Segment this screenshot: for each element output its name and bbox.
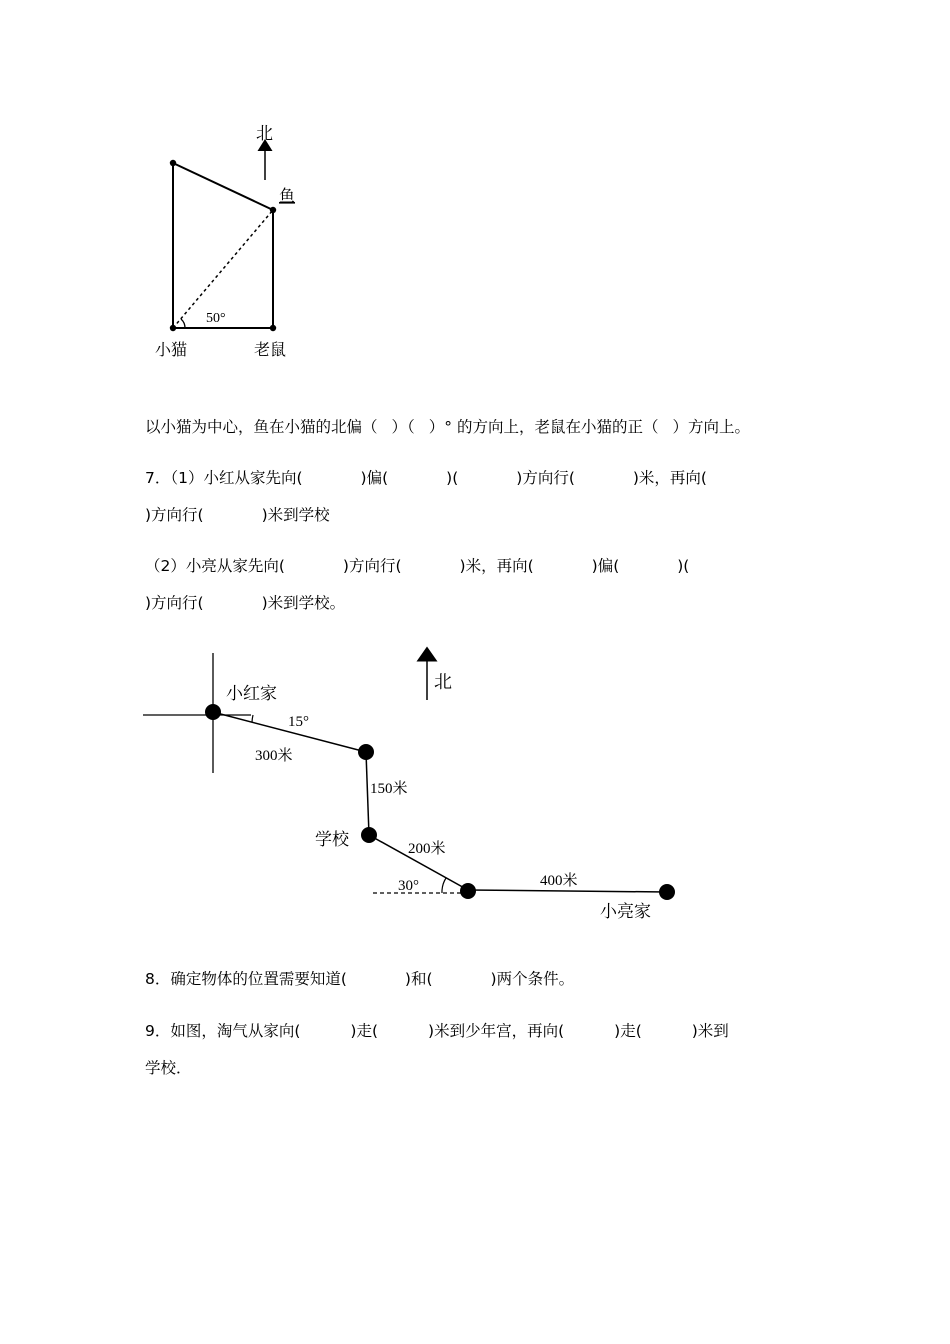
angle-30-arc (442, 878, 446, 893)
school-label: 学校 (315, 830, 349, 850)
distance-300-label: 300米 (255, 748, 293, 764)
q9-seg6: 学校． (145, 1059, 192, 1077)
angle-arc (181, 319, 185, 328)
q7-2-seg7: )米到学校。 (261, 594, 346, 612)
q7-number: 7． (145, 469, 171, 487)
q6-part-b: ）（ (391, 418, 415, 436)
route-corner-to-xiaoliang (468, 890, 667, 892)
question-6-text (145, 417, 750, 437)
distance-400-label: 400米 (540, 873, 578, 889)
q9-seg4: )走( (614, 1022, 642, 1040)
fish-point (270, 207, 276, 213)
cat-point (170, 325, 176, 331)
question-7-part1-line2 (145, 505, 330, 525)
q8-seg1: 8．确定物体的位置需要知道( (145, 970, 347, 988)
top-left-point (170, 160, 176, 166)
q7-1-seg1: （1）小红从家先向( (170, 469, 303, 487)
question-7-part2-line2 (145, 593, 345, 613)
question-9-line1 (145, 1021, 729, 1041)
xiaoliang-home-label: 小亮家 (600, 902, 651, 922)
turn-point (358, 744, 374, 760)
distance-150-label: 150米 (370, 781, 408, 797)
top-slant-edge (173, 163, 273, 210)
angle-30-label: 30° (398, 878, 419, 894)
q6-part-d: ）方向上。 (672, 418, 750, 436)
mouse-label: 老鼠 (254, 340, 287, 359)
q7-2-seg3: )米，再向( (459, 557, 534, 575)
route-turn-to-school (366, 752, 369, 835)
xiaohong-home-point (205, 704, 221, 720)
q7-1-seg2: )偏( (360, 469, 389, 487)
q7-1-seg6: )方向行( (145, 506, 204, 524)
q7-1-seg7: )米到学校 (261, 506, 330, 524)
xiaoliang-home-point (659, 884, 675, 900)
question-8-text (145, 969, 574, 989)
figure-cat-fish-mouse (140, 115, 320, 370)
q7-2-seg6: )方向行( (145, 594, 204, 612)
q9-seg5: )米到 (691, 1022, 729, 1040)
q7-1-seg5: )米，再向( (632, 469, 707, 487)
figure-route-map (140, 640, 700, 930)
q7-1-seg3: )( (446, 469, 459, 487)
angle-50-label: 50° (206, 311, 226, 326)
q6-part-a: 以小猫为中心，鱼在小猫的北偏（ (145, 418, 378, 436)
school-point (361, 827, 377, 843)
q7-2-seg1: （2）小亮从家先向( (145, 557, 285, 575)
q6-part-c: ）° 的方向上，老鼠在小猫的正（ (428, 418, 659, 436)
cat-label: 小猫 (155, 340, 188, 359)
q9-seg3: )米到少年宫，再向( (428, 1022, 565, 1040)
question-9-line2 (145, 1058, 192, 1078)
fish-label: 鱼 (279, 186, 296, 205)
q8-seg2: )和( (404, 970, 433, 988)
north-label: 北 (434, 672, 452, 693)
question-7-part2-line1 (145, 556, 689, 576)
question-7-part1-line1 (145, 468, 707, 488)
q7-1-seg4: )方向行( (516, 469, 575, 487)
xiaohong-home-label: 小红家 (226, 684, 277, 704)
q7-2-seg4: )偏( (591, 557, 620, 575)
q8-seg3: )两个条件。 (490, 970, 575, 988)
corner-point (460, 883, 476, 899)
mouse-point (270, 325, 276, 331)
q7-2-seg2: )方向行( (342, 557, 402, 575)
q7-2-seg5: )( (677, 557, 690, 575)
q9-seg2: )走( (350, 1022, 379, 1040)
distance-200-label: 200米 (408, 841, 446, 857)
north-label: 北 (256, 124, 273, 144)
angle-15-label: 15° (288, 714, 309, 730)
q9-seg1: 9．如图，淘气从家向( (145, 1022, 301, 1040)
angle-15-arc (252, 715, 253, 722)
